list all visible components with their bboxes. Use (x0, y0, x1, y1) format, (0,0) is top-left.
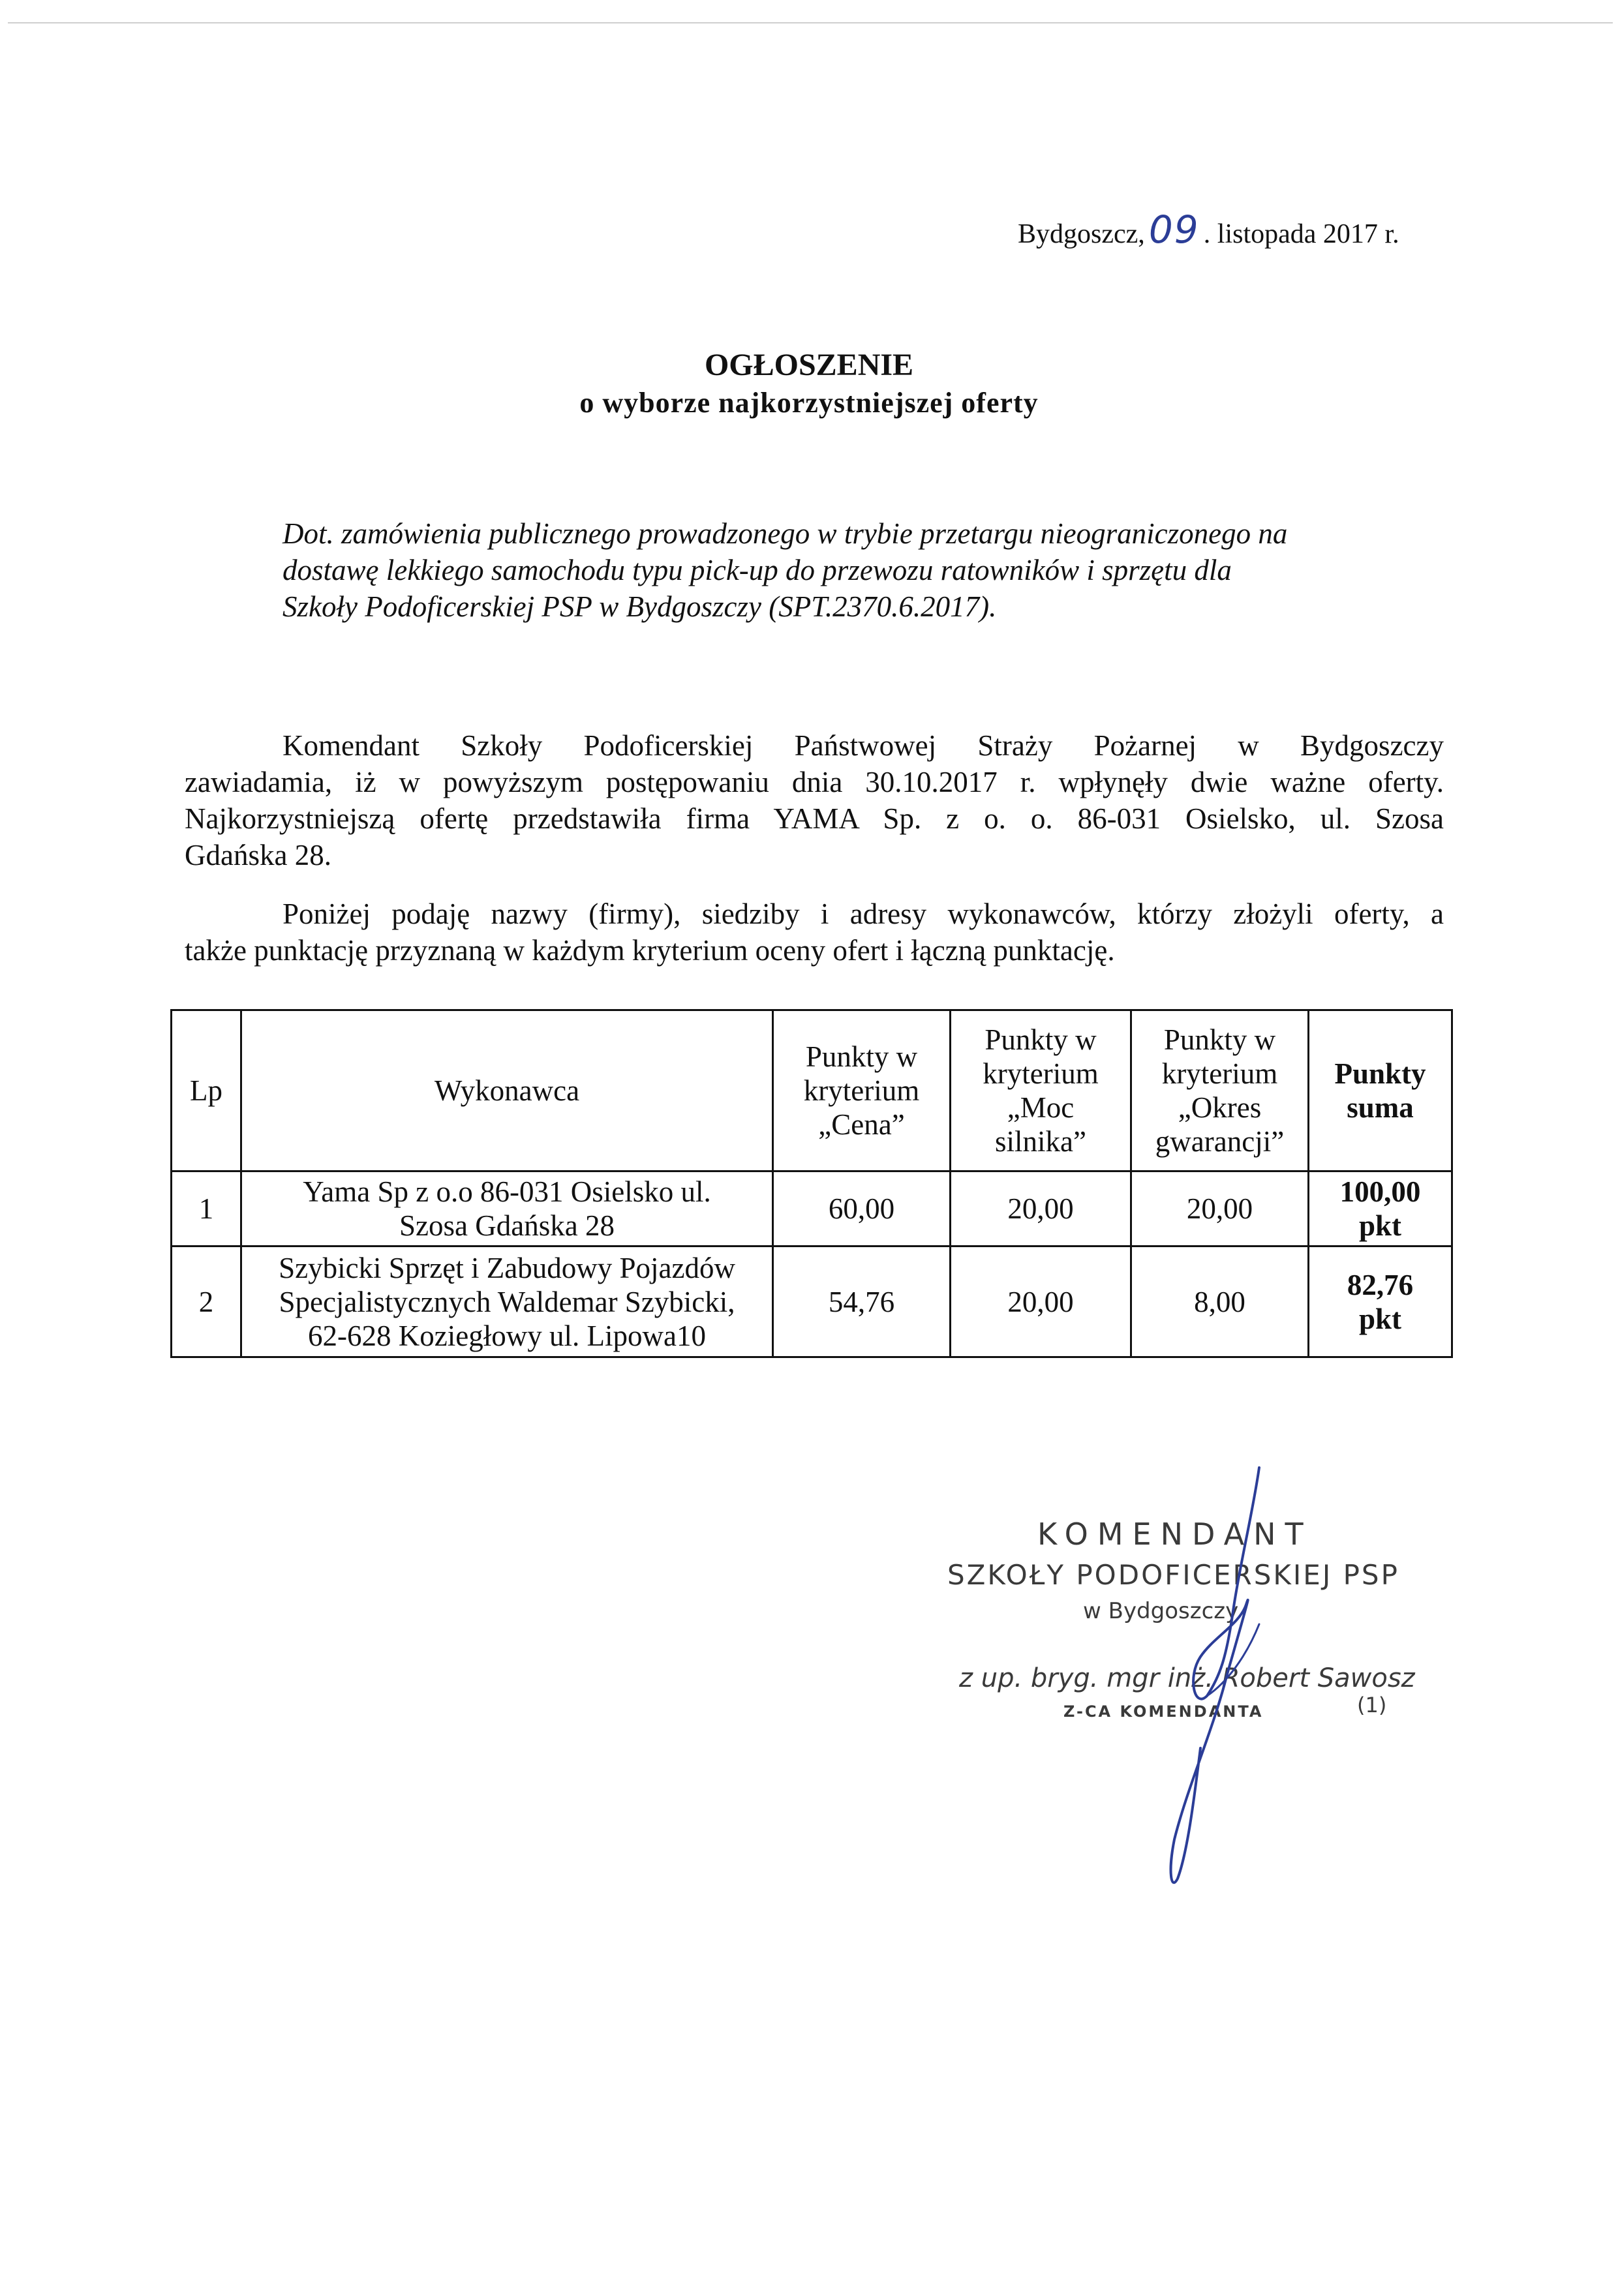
contractor-line: Szosa Gdańska 28 (399, 1209, 615, 1242)
header-contractor: Wykonawca (241, 1010, 773, 1171)
handwritten-signature (1109, 1461, 1305, 1918)
total-unit: pkt (1358, 1302, 1402, 1335)
header-price-line: „Cena” (818, 1108, 905, 1141)
paragraph-line: Gdańska 28. (185, 839, 331, 871)
header-warranty (1131, 1010, 1309, 1171)
header-lp: Lp (172, 1010, 241, 1171)
stamp-footnote: (1) (1357, 1693, 1387, 1717)
stamp-signatory: z up. bryg. mgr inż. Robert Sawosz (959, 1663, 1415, 1693)
stamp-title: KOMENDANT (1037, 1517, 1313, 1552)
paragraph-line: także punktację przyznaną w każdym kryterium oceny ofert i łączną punktację. (185, 934, 1115, 967)
header-warranty-line: „Okres (1178, 1091, 1262, 1124)
announcement-paragraph (185, 727, 1444, 873)
date-suffix: . listopada 2017 r. (1203, 219, 1399, 249)
contractor-line: Szybicki Sprzęt i Zabudowy Pojazdów (279, 1251, 735, 1284)
row-warranty: 20,00 (1131, 1171, 1309, 1246)
row-total (1309, 1171, 1452, 1246)
header-warranty-line: Punkty w (1163, 1023, 1276, 1056)
date-day-handwritten: 09 (1148, 207, 1200, 252)
table-header-row (172, 1010, 1452, 1171)
row-lp: 1 (172, 1171, 241, 1246)
date-line (1018, 207, 1399, 252)
paragraph-line: zawiadamia, iż w powyższym postępowaniu dnia 30.10.2017 r. wpłynęły dwie ważne oferty. (185, 766, 1444, 798)
results-table (170, 1009, 1453, 1358)
table-intro-paragraph (185, 896, 1444, 969)
row-lp: 2 (172, 1246, 241, 1357)
document-title: OGŁOSZENIE (704, 348, 914, 382)
subject-line: Szkoły Podoficerskiej PSP w Bydgoszczy (SPT.2370.6.2017). (282, 590, 997, 623)
row-contractor (241, 1246, 773, 1357)
paragraph-line: Poniżej podaję nazwy (firmy), siedziby i adresy wykonawców, którzy złożyli oferty, a (282, 898, 1444, 930)
contractor-line: Specjalistycznych Waldemar Szybicki, (279, 1285, 735, 1318)
row-price: 60,00 (773, 1171, 951, 1246)
header-warranty-line: gwarancji” (1155, 1125, 1285, 1158)
header-power (951, 1010, 1131, 1171)
subject-line: Dot. zamówienia publicznego prowadzonego w trybie przetargu nieograniczonego na (282, 517, 1288, 550)
header-price-line: kryterium (803, 1074, 920, 1107)
paragraph-line: Najkorzystniejszą ofertę przedstawiła firma YAMA Sp. z o. o. 86-031 Osielsko, ul. Szosa (185, 802, 1444, 835)
row-contractor (241, 1171, 773, 1246)
row-power: 20,00 (951, 1171, 1131, 1246)
header-power-line: Punkty w (985, 1023, 1097, 1056)
row-warranty: 8,00 (1131, 1246, 1309, 1357)
stamp-function: Z-CA KOMENDANTA (1063, 1702, 1264, 1721)
header-total-line: suma (1347, 1091, 1414, 1124)
header-total (1309, 1010, 1452, 1171)
total-value: 100,00 (1339, 1175, 1421, 1208)
header-price-line: Punkty w (805, 1040, 918, 1073)
header-warranty-line: kryterium (1161, 1057, 1278, 1090)
table-row (172, 1246, 1452, 1357)
document-subtitle: o wyborze najkorzystniejszej oferty (579, 387, 1039, 419)
contractor-line: 62-628 Koziegłowy ul. Lipowa10 (308, 1319, 706, 1352)
subject-line: dostawę lekkiego samochodu typu pick-up do przewozu ratowników i sprzętu dla (282, 554, 1232, 586)
total-unit: pkt (1358, 1209, 1402, 1242)
row-total (1309, 1246, 1452, 1357)
header-power-line: kryterium (983, 1057, 1099, 1090)
row-price: 54,76 (773, 1246, 951, 1357)
paragraph-line: Komendant Szkoły Podoficerskiej Państwowej Straży Pożarnej w Bydgoszczy (282, 729, 1444, 762)
header-total-line: Punkty (1334, 1057, 1426, 1090)
header-power-line: silnika” (995, 1125, 1086, 1158)
stamp-city: w Bydgoszczy (1083, 1598, 1239, 1624)
scan-edge-line (8, 22, 1613, 23)
table-row (172, 1171, 1452, 1246)
contractor-line: Yama Sp z o.o 86-031 Osielsko ul. (303, 1175, 711, 1208)
header-price (773, 1010, 951, 1171)
row-power: 20,00 (951, 1246, 1131, 1357)
total-value: 82,76 (1347, 1268, 1414, 1301)
header-power-line: „Moc (1007, 1091, 1075, 1124)
subject-paragraph (282, 515, 1444, 625)
stamp-institution: SZKOŁY PODOFICERSKIEJ PSP (947, 1559, 1399, 1591)
date-prefix: Bydgoszcz, (1018, 219, 1145, 249)
